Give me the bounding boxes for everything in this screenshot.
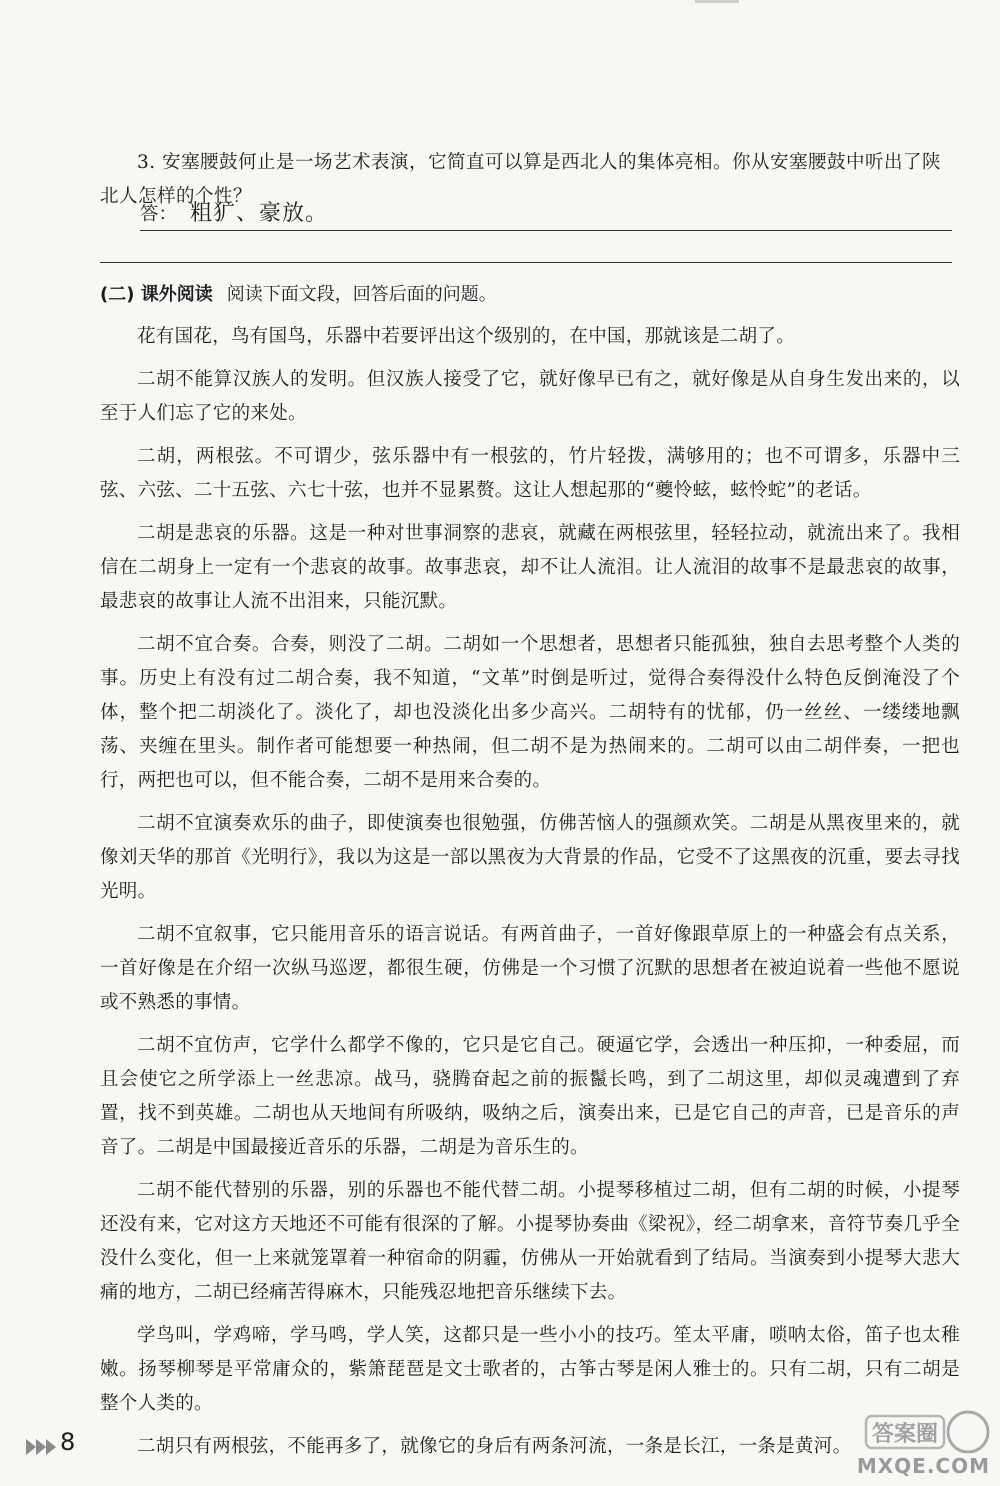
paragraph: 二胡不宜演奏欢乐的曲子，即使演奏也很勉强，仿佛苦恼人的强颜欢笑。二胡是从黑夜里来的，就像刘天华的那首《光明行》，我以为这是一部以黑夜为大背景的作品，它受不了这黑夜的沉重，要去寻找光明。 [100,813,960,902]
paragraph: 二胡，两根弦。不可谓少，弦乐器中有一根弦的，竹片轻拨，满够用的；也不可谓多，乐器中三弦、六弦、二十五弦、六七十弦，也并不显累赘。这让人想起那的“夔怜蚿，蚿怜蛇”的老话。 [100,446,960,501]
page-number: 8 [60,1428,76,1456]
scan-mark [695,0,739,3]
watermark-url: MXQE.COM [856,1454,990,1478]
section-heading [100,280,497,310]
watermark-brand: 答案圈 [871,1422,939,1447]
double-chevron-right-icon [24,1434,58,1460]
paragraph: 二胡不宜合奏。合奏，则没了二胡。二胡如一个思想者，思想者只能孤独，独自去思考整个人类的事。历史上有没有过二胡合奏，我不知道，“文革”时倒是听过，觉得合奏得没什么特色反倒淹没了个体，整个把二胡淡化了。淡化了，却也没淡化出多少高兴。二胡特有的忧郁，仍一丝丝、一缕缕地飘荡、夹缠在里头。制作者可能想要一种热闹，但二胡不是为热闹来的。二胡可以由二胡伴奏，一把也行，两把也可以，但不能合奏，二胡不是用来合奏的。 [100,634,960,791]
answer-line [140,196,952,231]
watermark-logo [846,1406,996,1482]
paragraph: 学鸟叫，学鸡啼，学马鸣，学人笑，这都只是一些小小的技巧。笙太平庸，唢呐太俗，笛子也太稚嫩。扬琴柳琴是平常庸众的，紫箫琵琶是文士歌者的，古筝古琴是闲人雅士的。只有二胡，只有二胡是整个人类的。 [100,1325,960,1414]
reading-passage [100,320,960,1473]
answer-prefix: 答： [140,204,178,225]
paragraph: 二胡不能算汉族人的发明。但汉族人接受了它，就好像早已有之，就好像是从自身生发出来的，以至于人们忘了它的来处。 [100,369,960,424]
section-instruction: 阅读下面文段，回答后面的问题。 [226,284,497,305]
question-3: 3. 安塞腰鼓何止是一场艺术表演，它简直可以算是西北人的集体亮相。你从安塞腰鼓中听出了陕北人怎样的个性？ [100,152,942,207]
paragraph: 二胡只有两根弦，不能再多了，就像它的身后有两条河流，一条是长江，一条是黄河。 [137,1436,852,1457]
paragraph: 二胡是悲哀的乐器。这是一种对世事洞察的悲哀，就藏在两根弦里，轻轻拉动，就流出来了。我相信在二胡身上一定有一个悲哀的故事。故事悲哀，却不让人流泪。让人流泪的故事不是最悲哀的故事，最悲哀的故事让人流不出泪来，只能沉默。 [100,523,960,612]
paragraph: 花有国花，鸟有国鸟，乐器中若要评出这个级别的，在中国，那就该是二胡了。 [137,326,796,347]
blank-answer-line [100,262,952,263]
handwritten-answer: 粗犷、豪放。 [190,201,329,226]
paragraph: 二胡不宜叙事，它只能用音乐的语言说话。有两首曲子，一首好像跟草原上的一种盛会有点关系，一首好像是在介绍一次纵马巡逻，都很生硬，仿佛是一个习惯了沉默的思想者在被迫说着一些他不愿说或不熟悉的事情。 [100,924,960,1013]
section-title: (二) 课外阅读 [100,284,213,305]
paragraph: 二胡不宜仿声，它学什么都学不像的，它只是它自己。硬逼它学，会透出一种压抑，一种委屈，而且会使它之所学添上一丝悲凉。战马，骁腾奋起之前的振鬣长鸣，到了二胡这里，却似灵魂遭到了弃置，找不到英雄。二胡也从天地间有所吸纳，吸纳之后，演奏出来，已是它自己的声音，已是音乐的声音了。二胡是中国最接近音乐的乐器，二胡是为音乐生的。 [100,1035,960,1158]
paragraph: 二胡不能代替别的乐器，别的乐器也不能代替二胡。小提琴移植过二胡，但有二胡的时候，小提琴还没有来，它对这方天地还不可能有很深的了解。小提琴协奏曲《梁祝》，经二胡拿来，音符节奏几乎全没什么变化，但一上来就笼罩着一种宿命的阴霾，仿佛从一开始就看到了结局。当演奏到小提琴大悲大痛的地方，二胡已经痛苦得麻木，只能残忍地把音乐继续下去。 [100,1180,960,1303]
